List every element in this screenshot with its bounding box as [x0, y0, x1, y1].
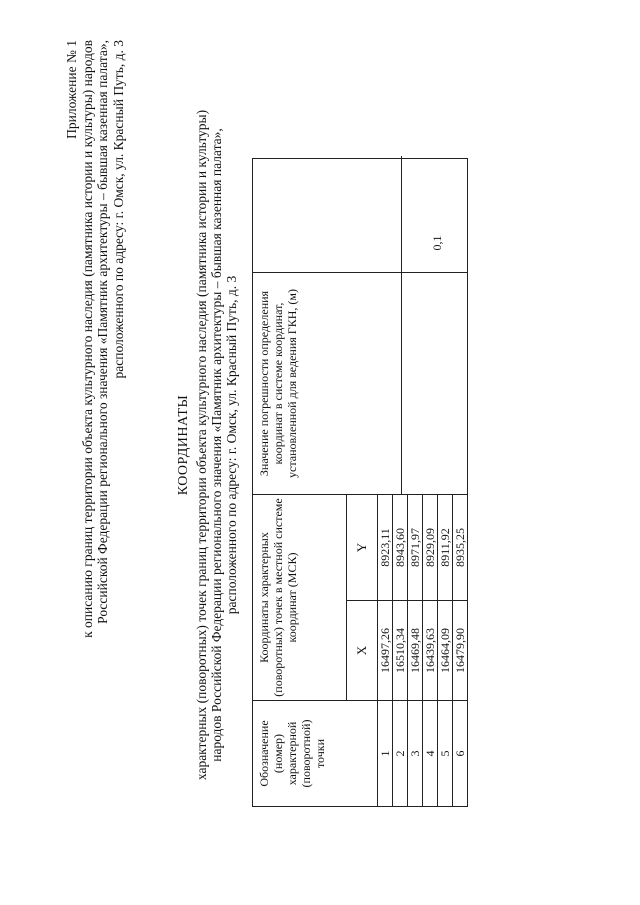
- coord-x: 16469,48: [408, 601, 423, 701]
- point-number: 5: [438, 701, 453, 807]
- appendix-number: Приложение № 1: [64, 40, 79, 139]
- coord-x: 16497,26: [378, 601, 393, 701]
- header-coordinates: Координаты характерных (поворотных) точек в местной системе координат (МСК): [253, 495, 347, 701]
- coord-x: 16464,09: [438, 601, 453, 701]
- empty-column-top: [253, 156, 402, 275]
- coord-y: 8943,60: [393, 495, 408, 601]
- point-number: 2: [393, 701, 408, 807]
- document-title: КООРДИНАТЫ: [176, 394, 191, 496]
- appendix-line: Российской Федерации регионального значения «Памятник архитектуры – бывшая казенная палата»,: [95, 40, 110, 624]
- point-number: 4: [423, 701, 438, 807]
- coord-x: 16510,34: [393, 601, 408, 701]
- point-number: 6: [453, 701, 468, 807]
- appendix-header: [64, 40, 126, 800]
- coord-x: 16439,63: [423, 601, 438, 701]
- accuracy-value: 0,1: [430, 235, 444, 251]
- coord-x: 16479,90: [453, 601, 468, 701]
- header-y: Y: [346, 495, 377, 601]
- coord-y: 8923,11: [378, 495, 393, 601]
- point-number: 1: [378, 701, 393, 807]
- header-accuracy-label: Значение погрешности определения координат в системе координат, установленной для ведения ГКН, (м): [257, 289, 299, 478]
- coord-y: 8935,25: [453, 495, 468, 601]
- header-x: X: [346, 601, 377, 701]
- coord-y: 8929,09: [423, 495, 438, 601]
- accuracy-divider: [401, 273, 406, 494]
- heading-line: народов Российской Федерации регионального значения «Памятник архитектуры – бывшая казенная палата»,: [209, 128, 224, 762]
- document-heading: [176, 75, 239, 815]
- heading-line: расположенного по адресу: г. Омск, ул. Красный Путь, д. 3: [224, 275, 239, 615]
- point-number: 3: [408, 701, 423, 807]
- appendix-line: расположенного по адресу: г. Омск, ул. Красный Путь, д. 3: [110, 40, 126, 379]
- coord-y: 8911,92: [438, 495, 453, 601]
- appendix-line: к описанию границ территории объекта культурного наследия (памятника истории и культуры) народов: [79, 40, 95, 638]
- heading-line: характерных (поворотных) точек границ территории объекта культурного наследия (памятника истории и культуры): [194, 109, 209, 781]
- header-point-number: Обозначение (номер) характерной (поворотной) точки: [253, 701, 378, 807]
- coord-y: 8971,97: [408, 495, 423, 601]
